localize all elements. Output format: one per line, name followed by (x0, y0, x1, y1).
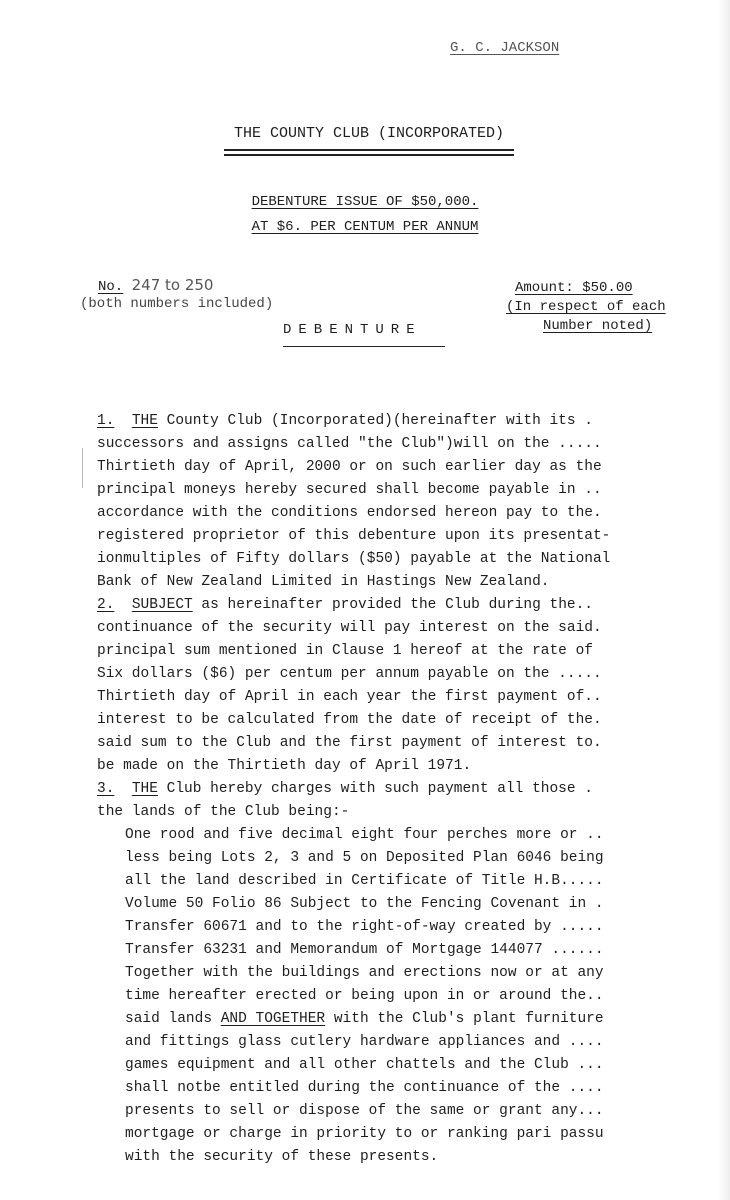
clause-3-line: the lands of the Club being:- (97, 804, 350, 820)
clause-number: 3. (97, 781, 115, 797)
clause-1-line: principal moneys hereby secured shall become payable in .. (97, 482, 602, 498)
clause-2-line: interest to be calculated from the date of receipt of the. (97, 712, 602, 728)
number-range: 247 to 250 (131, 276, 214, 294)
schedule-line: less being Lots 2, 3 and 5 on Deposited Plan 6046 being (125, 850, 604, 866)
schedule-line: Transfer 60671 and to the right-of-way created by ..... (125, 919, 604, 935)
amount-note-2: Number noted) (543, 318, 653, 334)
schedule-line: Together with the buildings and erections now or at any (125, 965, 604, 981)
clause-text: County Club (Incorporated)(hereinafter with its . (157, 413, 593, 429)
clause-2-line: Six dollars ($6) per centum per annum payable on the ..... (97, 666, 602, 682)
owner-annotation: G. C. JACKSON (450, 40, 560, 56)
debenture-number (98, 276, 213, 295)
number-label: No. (98, 279, 124, 295)
clause-2-line: said sum to the Club and the first payment of interest to. (97, 735, 602, 751)
underlined-phrase: AND TOGETHER (220, 1011, 326, 1027)
schedule-text: with the Club's plant furniture (325, 1011, 604, 1027)
title-double-rule-bottom (224, 154, 514, 156)
club-title: THE COUNTY CLUB (INCORPORATED) (233, 125, 505, 142)
title-double-rule-top (224, 149, 514, 151)
schedule-line: One rood and five decimal eight four perches more or .. (125, 827, 604, 843)
heading-rule (283, 346, 445, 347)
clause-number: 1. (97, 413, 115, 429)
issue-line-1: DEBENTURE ISSUE OF $50,000. (251, 194, 479, 210)
schedule-line: time hereafter erected or being upon in or around the.. (125, 988, 604, 1004)
paper-edge-shadow (718, 0, 730, 1200)
amount-label: Amount: $50.00 (515, 280, 633, 296)
clause-text: Club hereby charges with such payment all those . (157, 781, 593, 797)
clause-2-line (97, 594, 697, 617)
clause-1-line (97, 410, 697, 433)
schedule-line: Transfer 63231 and Memorandum of Mortgage 144077 ...... (125, 942, 604, 958)
amount-note-1: (In respect of each (506, 299, 666, 315)
schedule-line: games equipment and all other chattels and the Club ... (125, 1057, 604, 1073)
schedule-line (97, 1008, 697, 1031)
clause-1-line: registered proprietor of this debenture upon its presentat- (97, 528, 611, 544)
clause-1-line: successors and assigns called "the Club")will on the ..... (97, 436, 602, 452)
clause-1-line: ionmultiples of Fifty dollars ($50) payable at the National (97, 551, 611, 567)
clause-text: as hereinafter provided the Club during the.. (192, 597, 593, 613)
schedule-line: presents to sell or dispose of the same or grant any... (125, 1103, 604, 1119)
clause-2-line: be made on the Thirtieth day of April 1971. (97, 758, 472, 774)
schedule-line: and fittings glass cutlery hardware appliances and .... (125, 1034, 604, 1050)
clause-1-line: Thirtieth day of April, 2000 or on such earlier day as the (97, 459, 602, 475)
schedule-line: mortgage or charge in priority to or ranking pari passu (125, 1126, 604, 1142)
clause-2-line: principal sum mentioned in Clause 1 hereof at the rate of (97, 643, 593, 659)
clause-lead-word: THE (131, 413, 158, 429)
clause-1-line: Bank of New Zealand Limited in Hastings New Zealand. (97, 574, 550, 590)
clause-lead-word: THE (131, 781, 158, 797)
clause-2-line: continuance of the security will pay interest on the said. (97, 620, 602, 636)
schedule-line: with the security of these presents. (125, 1149, 439, 1165)
clause-2-line: Thirtieth day of April in each year the first payment of.. (97, 689, 602, 705)
clause-number: 2. (97, 597, 115, 613)
clause-1-line: accordance with the conditions endorsed hereon pay to the. (97, 505, 602, 521)
debenture-body (97, 410, 697, 1169)
schedule-line: all the land described in Certificate of Title H.B..... (125, 873, 604, 889)
margin-mark (82, 448, 83, 488)
schedule-text: said lands (125, 1011, 221, 1027)
number-note: (both numbers included) (80, 296, 274, 312)
debenture-heading: DEBENTURE (283, 322, 422, 338)
clause-3-line (97, 778, 697, 801)
issue-line-2: AT $6. PER CENTUM PER ANNUM (251, 219, 479, 235)
schedule-line: Volume 50 Folio 86 Subject to the Fencing Covenant in . (125, 896, 604, 912)
schedule-line: shall notbe entitled during the continuance of the .... (125, 1080, 604, 1096)
clause-lead-word: SUBJECT (131, 597, 193, 613)
